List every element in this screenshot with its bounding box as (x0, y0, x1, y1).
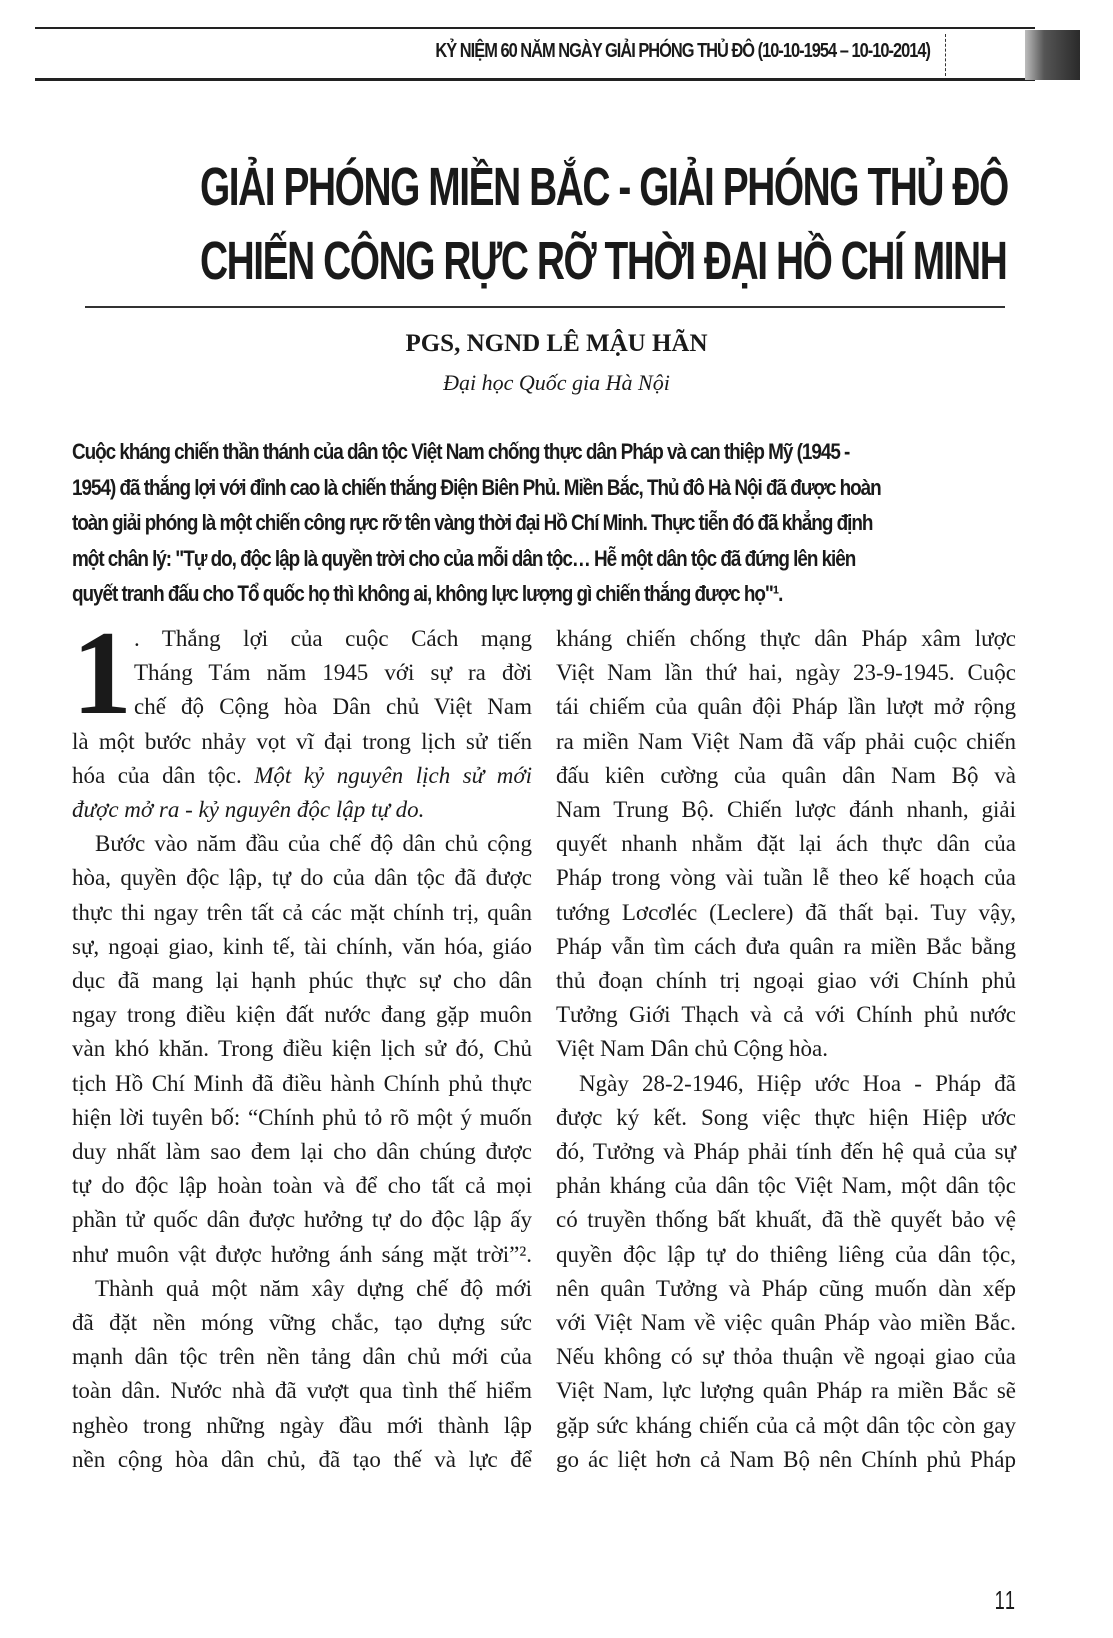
body-text-line: với Việt Nam về việc quân Pháp vào miền Bắc. (556, 1310, 1016, 1336)
body-text-line: Pháp vẫn tìm cách đưa quân ra miền Bắc bằng (556, 933, 1016, 959)
body-text-line: Nếu không có sự thỏa thuận về ngoại giao của (556, 1344, 1016, 1370)
body-text-line: tướng Lơcơléc (Leclere) đã thất bại. Tuy vậy, (556, 899, 1016, 925)
title-line-1: GIẢI PHÓNG MIỀN BẮC - GIẢI PHÓNG THỦ ĐÔ (200, 157, 1008, 217)
body-text-line: Tưởng Giới Thạch và cả với Chính phủ nước (556, 1002, 1016, 1028)
body-text-line: phần tử quốc dân được hưởng tự do độc lập ấy (72, 1207, 532, 1233)
body-text-line: tự do độc lập hoàn toàn và để cho tất cả mọi (72, 1173, 532, 1199)
body-text-line: sự, ngoại giao, kinh tế, tài chính, văn hóa, giáo (72, 933, 532, 959)
page-edge-tab (1025, 30, 1080, 80)
body-text-line: có truyền thống bất khuất, đã thề quyết bảo vệ (556, 1207, 1016, 1233)
body-text-line: đấu kiên cường của quân dân Nam Bộ và (556, 762, 1016, 788)
body-text-line: gặp sức kháng chiến của cả một dân tộc còn gay (556, 1412, 1016, 1438)
body-text-line: là một bước nhảy vọt vĩ đại trong lịch sử tiến (72, 728, 532, 754)
body-text-line: được ký kết. Song việc thực hiện Hiệp ước (556, 1104, 1016, 1130)
drop-cap: 1 (72, 606, 132, 739)
running-header: KỶ NIỆM 60 NĂM NGÀY GIẢI PHÓNG THỦ ĐÔ (10-10-1954 – 10-10-2014) (435, 40, 930, 62)
body-column-left (72, 622, 532, 1477)
body-text-line: Tháng Tám năm 1945 với sự ra đời (134, 660, 532, 686)
body-text-line: chế độ Cộng hòa Dân chủ Việt Nam (134, 694, 532, 720)
body-text-line: Thành quả một năm xây dựng chế độ mới (72, 1275, 532, 1301)
body-text-line: đó, Tưởng và Pháp phải tính đến hệ quả của sự (556, 1139, 1016, 1165)
body-text-line: hòa, quyền độc lập, tự do của dân tộc đã được (72, 865, 532, 891)
body-text-line: Pháp trong vòng vài tuần lễ theo kế hoạch của (556, 865, 1016, 891)
body-text-line: kháng chiến chống thực dân Pháp xâm lược (556, 626, 1016, 651)
body-text-line: quyết nhanh nhằm đặt lại ách thực dân của (556, 831, 1016, 857)
title-line-2: CHIẾN CÔNG RỰC RỠ THỜI ĐẠI HỒ CHÍ MINH (200, 231, 1007, 291)
body-text-line (72, 793, 532, 827)
body-text-line: nghèo trong những ngày đầu mới thành lập (72, 1412, 532, 1438)
body-text-line: hiện lời tuyên bố: “Chính phủ tỏ rõ một ý muốn (72, 1104, 532, 1130)
body-text-line: duy nhất làm sao đem lại cho dân chúng được (72, 1139, 532, 1165)
italic-emphasis: được mở ra - kỷ nguyên độc lập tự do. (72, 797, 425, 823)
body-text-line: đã đặt nền móng vững chắc, tạo dựng sức (72, 1310, 532, 1336)
author-affiliation: Đại học Quốc gia Hà Nội (443, 370, 670, 395)
body-text-line: . Thắng lợi của cuộc Cách mạng (134, 626, 532, 651)
author-name: PGS, NGND LÊ MẬU HÃN (405, 330, 708, 357)
body-text-line: nền cộng hòa dân chủ, đã tạo thế và lực để (72, 1446, 532, 1472)
abstract-line: Cuộc kháng chiến thần thánh của dân tộc Việt Nam chống thực dân Pháp và can thiệp Mỹ (1945 - (72, 439, 850, 464)
body-text-line: Nam Trung Bộ. Chiến lược đánh nhanh, giải (556, 797, 1016, 823)
body-text-line: Việt Nam Dân chủ Cộng hòa. (556, 1036, 829, 1062)
body-text-line: như muôn vật được hưởng ánh sáng mặt trời”². (72, 1241, 532, 1267)
header-divider (945, 34, 947, 76)
body-text-line: nên quân Tưởng và Pháp cũng muốn dàn xếp (556, 1275, 1016, 1301)
body-text-line: hóa của dân tộc. Một kỷ nguyên lịch sử mới (72, 762, 532, 788)
abstract-line: toàn giải phóng là một chiến công rực rỡ tên vàng thời đại Hồ Chí Minh. Thực tiễn đó đã khẳng định (72, 510, 873, 535)
abstract-line: quyết tranh đấu cho Tổ quốc họ thì không ai, không lực lượng gì chiến thắng được họ"¹. (72, 581, 783, 606)
article-title (60, 150, 1060, 298)
body-text-line: mạnh dân tộc trên nền tảng dân chủ mới của (72, 1344, 532, 1370)
body-text-line: thủ đoạn chính trị ngoại giao với Chính phủ (556, 968, 1016, 994)
body-text-line: vàn khó khăn. Trong điều kiện lịch sử đó, Chủ (72, 1036, 532, 1062)
body-text-line: dục đã mang lại hạnh phúc thực sự cho dân (72, 968, 532, 994)
body-text-line: phản kháng của dân tộc Việt Nam, một dân tộc (556, 1173, 1016, 1199)
body-text-line: Ngày 28-2-1946, Hiệp ước Hoa - Pháp đã (556, 1070, 1016, 1096)
body-text-line: tịch Hồ Chí Minh đã điều hành Chính phủ thực (72, 1070, 532, 1096)
page-number: 11 (994, 1585, 1017, 1615)
body-text-line: Bước vào năm đầu của chế độ dân chủ cộng (72, 831, 532, 857)
body-text-line: Việt Nam lần thứ hai, ngày 23-9-1945. Cuộc (556, 660, 1016, 686)
body-text-line: go ác liệt hơn cả Nam Bộ nên Chính phủ Pháp (556, 1446, 1016, 1472)
title-divider (85, 306, 1005, 308)
header-rule-bottom (35, 78, 1035, 81)
body-text-line: ngay trong điều kiện đất nước đang gặp muôn (72, 1002, 532, 1028)
abstract (72, 434, 1032, 612)
body-text-line: thực thi ngay trên tất cả các mặt chính trị, quân (72, 899, 532, 925)
body-text-line: tái chiếm của quân đội Pháp lần lượt mở rộng (556, 694, 1016, 720)
body-text-line: quyền độc lập tự do thiêng liêng của dân tộc, (556, 1241, 1016, 1267)
body-column-right (556, 622, 1016, 1477)
header-rule-top (35, 27, 1035, 29)
body-text-line: ra miền Nam Việt Nam đã vấp phải cuộc chiến (556, 728, 1016, 754)
body-text-line: toàn dân. Nước nhà đã vượt qua tình thế hiểm (72, 1378, 532, 1404)
abstract-line: một chân lý: "Tự do, độc lập là quyền trời cho của mỗi dân tộc… Hễ một dân tộc đã đứng lên kiên (72, 545, 856, 571)
abstract-line: 1954) đã thắng lợi với đỉnh cao là chiến thắng Điện Biên Phủ. Miền Bắc, Thủ đô Hà Nội đã được hoàn (72, 474, 881, 500)
body-text-line: Việt Nam, lực lượng quân Pháp ra miền Bắc sẽ (556, 1378, 1016, 1404)
italic-emphasis: Một kỷ nguyên lịch sử mới (254, 762, 532, 788)
